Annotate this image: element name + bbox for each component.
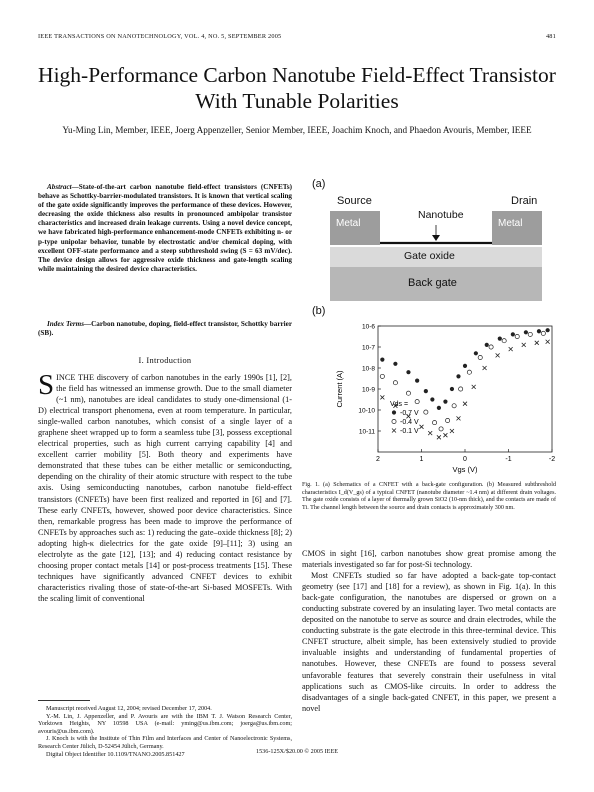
- legend-marker: [392, 410, 396, 414]
- data-point: [446, 418, 450, 422]
- data-point: [380, 395, 384, 399]
- x-tick-label: 0: [463, 456, 467, 463]
- x-tick-label: 1: [419, 456, 424, 463]
- drop-cap: S: [38, 369, 55, 401]
- data-point: [528, 332, 532, 336]
- right-column-body: [302, 548, 556, 714]
- nanotube-arrowhead: [432, 235, 440, 241]
- panel-b-label: (b): [312, 305, 326, 317]
- y-tick-label: 10-8: [361, 365, 375, 373]
- back-gate-label: Back gate: [408, 277, 457, 289]
- section-heading: I. Introduction: [138, 356, 192, 365]
- data-point: [456, 416, 460, 420]
- right-para-1: CMOS in sight [16], carbon nanotubes show great promise among the materials investigated so far for post-Si technology.: [302, 549, 556, 570]
- data-point: [393, 381, 397, 385]
- data-point: [515, 334, 519, 338]
- data-point: [439, 427, 443, 431]
- index-terms: [38, 320, 292, 338]
- data-point: [546, 328, 550, 332]
- data-point: [509, 347, 513, 351]
- data-point: [380, 358, 384, 362]
- data-point: [424, 389, 428, 393]
- data-point: [424, 410, 428, 414]
- copyright-footer: 1536-125X/$20.00 © 2005 IEEE: [255, 748, 339, 755]
- author-list: Yu-Ming Lin, Member, IEEE, Joerg Appenzeller, Senior Member, IEEE, Joachim Knoch, and Phaedon Avouris, Member, IEEE: [62, 125, 532, 135]
- page-number: 481: [545, 33, 556, 40]
- x-axis-label: Vgs (V): [452, 465, 478, 474]
- subthreshold-chart: [330, 318, 556, 478]
- data-point: [463, 402, 467, 406]
- data-point: [546, 340, 550, 344]
- data-point: [415, 400, 419, 404]
- abstract-text: State-of-the-art carbon nanotube field-effect transistors (CNFETs) behave as Schottky-barrier-modulated transistors. It is known that vertical scaling of the gate oxide significantly improves the performance of these devices. However, decreasing the oxide thickness also results in pronounced ambipolar transistor characteristics and increased drain leakage currents. Using a novel device concept, we have fabricated high-performance enhancement-mode CNFETs exhibiting n- or p-type unipolar behavior, tunable by electrostatic and/or chemical doping, with excellent OFF-state performance and a steep subthreshold swing (S = 63 mV/dec). The device design allows for aggressive oxide thickness and gate-length scaling while maintaining the desired device characteristics.: [38, 183, 292, 273]
- abstract-label: Abstract—: [47, 183, 79, 191]
- panel-a-label: (a): [312, 178, 326, 190]
- data-point: [420, 425, 424, 429]
- data-point: [483, 366, 487, 370]
- data-point: [432, 421, 436, 425]
- data-point: [450, 429, 454, 433]
- legend-marker: [392, 419, 396, 423]
- data-point: [511, 332, 515, 336]
- running-header: [38, 33, 556, 40]
- data-point: [502, 339, 506, 343]
- metal-right-label: Metal: [498, 218, 523, 229]
- legend-entry: -0.4 V: [400, 419, 419, 426]
- data-point: [522, 343, 526, 347]
- data-point: [406, 391, 410, 395]
- data-point: [415, 379, 419, 383]
- data-point: [443, 433, 447, 437]
- figure-caption: Fig. 1. (a) Schematics of a CNFET with a back-gate configuration. (b) Measured subthreshold characteristics I_d(V_gs) of a typical CNFET (nanotube diameter ~1.4 nm) at different drain voltages. The gate oxide consists of a layer of thermally grown SiO2 (10-nm thick), and the contacts are made of Ti. The channel length between the source and drain contacts is approximately 300 nm.: [302, 482, 556, 511]
- legend-entry: -0.1 V: [400, 428, 419, 435]
- source-label: Source: [337, 195, 372, 207]
- data-point: [478, 355, 482, 359]
- legend-marker: [392, 429, 396, 433]
- data-point: [406, 370, 410, 374]
- data-point: [430, 397, 434, 401]
- data-point: [443, 400, 447, 404]
- y-tick-label: 10-10: [358, 407, 375, 415]
- footnote-affiliation-1: Y.-M. Lin, J. Appenzeller, and P. Avouris are with the IBM T. J. Watson Research Center, Yorktown Heights, NY 10598 USA (e-mail: yming@us.ibm.com; joerga@us.ibm.com; avouris@us.ibm.com).: [38, 712, 292, 735]
- x-tick-label: -2: [548, 456, 556, 463]
- gate-oxide-label: Gate oxide: [404, 250, 455, 262]
- y-tick-label: 10-7: [361, 344, 375, 352]
- abstract: [38, 183, 292, 274]
- data-point: [524, 330, 528, 334]
- intro-paragraph: [38, 369, 292, 604]
- metal-left-label: Metal: [336, 218, 361, 229]
- y-tick-label: 10-9: [361, 386, 375, 394]
- x-tick-label: -1: [505, 456, 512, 463]
- data-point: [537, 329, 541, 333]
- data-point: [452, 404, 456, 408]
- footnote-rule: [38, 700, 90, 701]
- data-point: [496, 353, 500, 357]
- data-point: [541, 331, 545, 335]
- data-point: [489, 345, 493, 349]
- data-point: [459, 387, 463, 391]
- data-point: [474, 351, 478, 355]
- index-terms-text: Carbon nanotube, doping, field-effect transistor, Schottky barrier (SB).: [38, 320, 292, 338]
- y-tick-label: 10-11: [358, 428, 375, 436]
- data-point: [498, 337, 502, 341]
- legend-entry: -0.7 V: [400, 410, 419, 417]
- index-terms-label: Index Terms—: [47, 320, 92, 328]
- nanotube-label: Nanotube: [418, 209, 464, 221]
- footnote-affiliation-2: J. Knoch is with the Institute of Thin Film and Interfaces and Center of Nanoelectronic Systems, Research Center Jülich, D-52454 Jülich, Germany.: [38, 735, 292, 750]
- intro-text: INCE THE discovery of carbon nanotubes in the early 1990s [1], [2], the field has witnessed an immense growth. Due to the small diameter (~1 nm), nanotubes are ideal candidates to study one-dimensional (1-D) electrical transport phenomena, even at room temperature. In particular, single-walled carbon nanotubes, which consist of a single layer of a graphene sheet wrapped up to form a seamless tube [3], possess exceptional electrical properties, such as high current carrying capability [4] and excellent carrier mobility [5]. Both theory and experiments have demonstrated that these tubes can be either metallic or semiconducting, depending on the chirality of their atomic structure with respect to the tube axis. Using semiconducting nanotubes, carbon nanotube field-effect transistors (CNFETs) have been first realized and reported in [6] and [7]. These early CNFETs, however, showed poor device characteristics. Since then, remarkable progress has been made to improve the performance of CNFETs by approaches such as: 1) reducing the gate–oxide thickness [8]; 2) adopting high-κ dielectrics for the gate oxide [9]–[11]; 3) using an electrolyte as the gate [12], [13]; and 4) reducing contact resistance by choosing proper contact metals [14] or post-process treatments [15]. These techniques have significantly advanced CNFET devices to exhibit characteristics rivaling those of state-of-the-art Si-based MOSFETs. With the scaling limit of conventional: [38, 373, 292, 603]
- y-axis-label: Current (A): [335, 370, 344, 408]
- data-point: [450, 387, 454, 391]
- data-point: [380, 374, 384, 378]
- y-tick-label: 10-6: [361, 323, 375, 331]
- data-point: [428, 431, 432, 435]
- data-point: [437, 435, 441, 439]
- footnote-doi: Digital Object Identifier 10.1109/TNANO.2005.851427: [46, 750, 185, 758]
- journal-header: IEEE TRANSACTIONS ON NANOTECHNOLOGY, VOL. 4, NO. 5, SEPTEMBER 2005: [38, 33, 282, 40]
- data-point: [463, 364, 467, 368]
- right-para-2: Most CNFETs studied so far have adopted a back-gate top-contact geometry (see [17] and [18] for a review), as shown in Fig. 1(a). In this back-gate configuration, the nanotubes are dispersed or grown on a conducting substrate covered by an insulating layer. Two metal contacts are deposited on the nanotube to serve as source and drain electrodes, while the conducting substrate is the gate electrode in this three-terminal device. This CNFET structure, albeit simple, has been extensively studied to provide invaluable insights and understanding of fundamental properties of nanotubes. However, these CNFETs are found to possess several unfavorable features that severely constrain their usefulness in vital applications such as CMOS-like circuits. In order to address the disadvantages of a single back-gated CNFET, in this paper, we present a novel: [302, 571, 556, 713]
- data-point: [437, 406, 441, 410]
- data-point: [485, 343, 489, 347]
- x-tick-label: 2: [376, 456, 380, 463]
- data-point: [472, 385, 476, 389]
- paper-title: High-Performance Carbon Nanotube Field-Effect Transistor With Tunable Polarities: [38, 63, 556, 113]
- data-point: [393, 362, 397, 366]
- data-point: [535, 341, 539, 345]
- data-point: [467, 370, 471, 374]
- footnote-received: Manuscript received August 12, 2004; revised December 17, 2004.: [46, 705, 212, 712]
- legend-title: Vds =: [390, 401, 409, 408]
- data-point: [456, 374, 460, 378]
- drain-label: Drain: [511, 195, 538, 207]
